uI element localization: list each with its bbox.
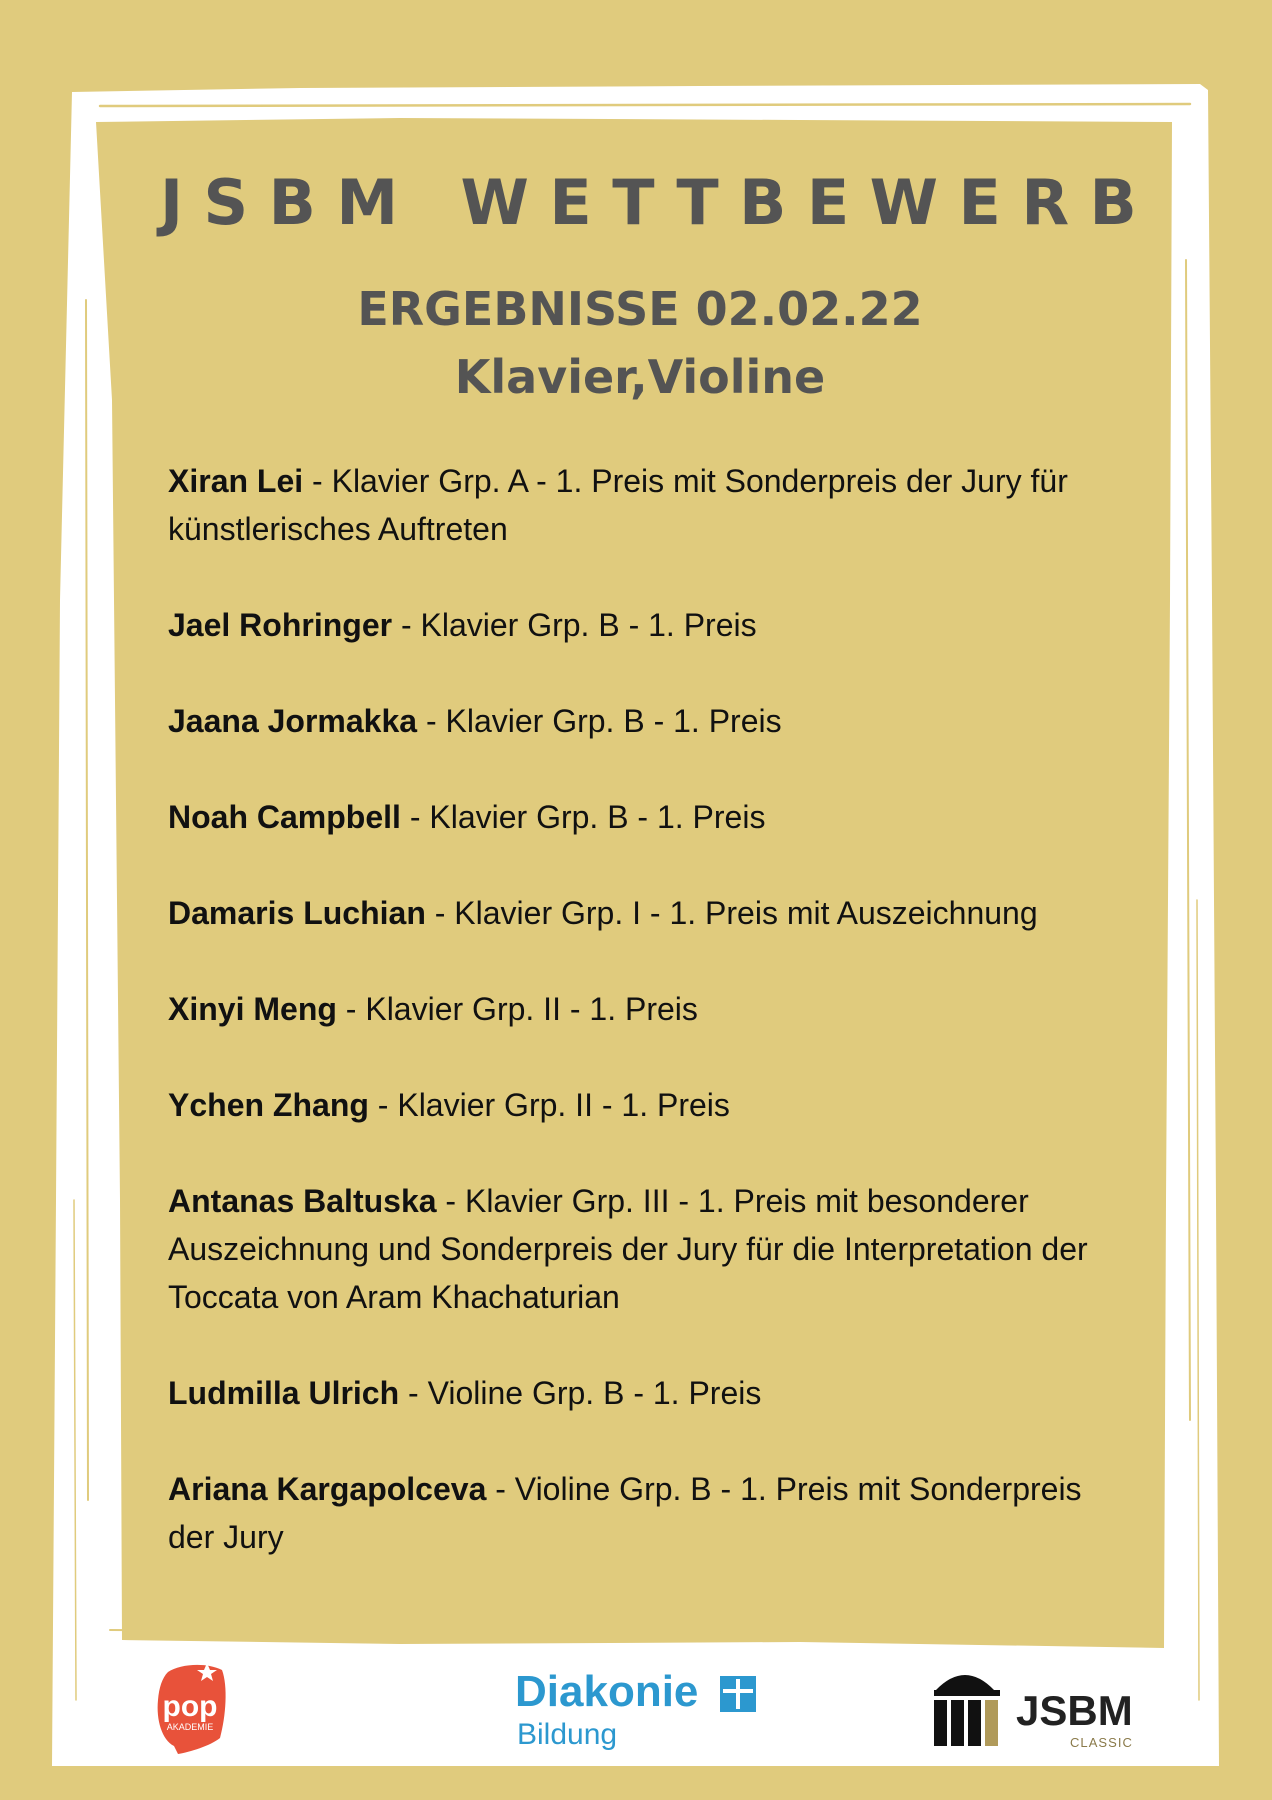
diakonie-cross-icon [720, 1676, 756, 1712]
result-entry [168, 889, 1128, 937]
result-detail: - Klavier Grp. III - 1. Preis mit besonderer Auszeichnung und Sonderpreis der Jury für die Interpretation der Toccata von Aram Khachaturian [168, 1183, 1088, 1315]
result-entry [168, 1081, 1128, 1129]
result-detail: - Violine Grp. B - 1. Preis mit Sonderpreis der Jury [168, 1471, 1082, 1555]
results-list [168, 457, 1128, 1609]
results-date-heading: ERGEBNISSE 02.02.22 [357, 282, 923, 336]
participant-name: Ludmilla Ulrich [168, 1375, 400, 1411]
result-detail: - Klavier Grp. B - 1. Preis [417, 703, 782, 739]
result-entry [168, 1465, 1128, 1561]
result-entry [168, 793, 1128, 841]
participant-name: Xinyi Meng [168, 991, 337, 1027]
result-entry [168, 985, 1128, 1033]
result-detail: - Violine Grp. B - 1. Preis [399, 1375, 762, 1411]
jsbm-classic-logo [930, 1660, 1160, 1760]
result-entry [168, 1177, 1128, 1321]
pop-logo-text: pop [162, 1690, 218, 1723]
pop-akademie-logo [150, 1660, 240, 1765]
jsbm-logo-name: JSBM [1016, 1687, 1133, 1734]
participant-name: Ariana Kargapolceva [168, 1471, 487, 1507]
diakonie-bildung-logo [515, 1667, 765, 1760]
participant-name: Antanas Baltuska [168, 1183, 437, 1219]
diakonie-logo-sub: Bildung [517, 1718, 618, 1751]
page-title: JSBM WETTBEWERB [160, 166, 1158, 239]
participant-name: Noah Campbell [168, 799, 401, 835]
participant-name: Damaris Luchian [168, 895, 426, 931]
result-entry [168, 1369, 1128, 1417]
result-detail: - Klavier Grp. I - 1. Preis mit Auszeichnung [425, 895, 1038, 931]
participant-name: Jaana Jormakka [168, 703, 418, 739]
jsbm-logo-sub: CLASSIC [1070, 1735, 1133, 1750]
result-entry [168, 457, 1128, 553]
piano-keys-icon [930, 1660, 1010, 1750]
pop-logo-sub: AKADEMIE [166, 1722, 214, 1732]
result-entry [168, 697, 1128, 745]
result-detail: - Klavier Grp. B - 1. Preis [400, 799, 766, 835]
diakonie-logo-name: Diakonie [515, 1667, 699, 1716]
pop-akademie-badge-icon [150, 1660, 240, 1760]
result-detail: - Klavier Grp. A - 1. Preis mit Sonderpreis der Jury für künstlerisches Auftreten [168, 463, 1068, 547]
result-detail: - Klavier Grp. B - 1. Preis [392, 607, 757, 643]
result-detail: - Klavier Grp. II - 1. Preis [336, 991, 698, 1027]
participant-name: Xiran Lei [168, 463, 304, 499]
participant-name: Ychen Zhang [168, 1087, 369, 1123]
result-entry [168, 601, 1128, 649]
participant-name: Jael Rohringer [168, 607, 393, 643]
result-detail: - Klavier Grp. II - 1. Preis [368, 1087, 730, 1123]
instruments-heading: Klavier,Violine [454, 350, 826, 404]
